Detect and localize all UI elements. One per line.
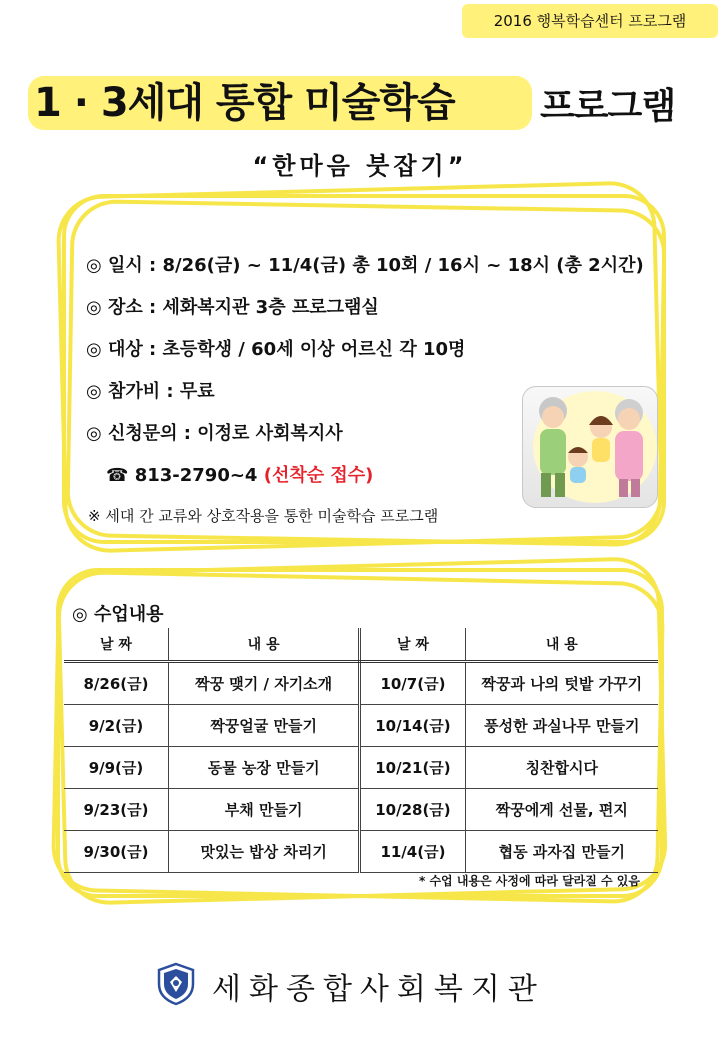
session-date: 10/7(금) bbox=[360, 662, 465, 705]
session-date: 9/30(금) bbox=[64, 831, 168, 873]
table-row bbox=[64, 831, 658, 873]
session-content: 협동 과자집 만들기 bbox=[465, 831, 658, 873]
organization-name: 세화종합사회복지관 bbox=[212, 972, 545, 1007]
info-place: ◎ 장소 : 세화복지관 3층 프로그램실 bbox=[86, 297, 379, 318]
table-row bbox=[64, 747, 658, 789]
phone-number: 813-2790~4 bbox=[134, 465, 258, 486]
session-date: 9/9(금) bbox=[64, 747, 168, 789]
session-date: 9/23(금) bbox=[64, 789, 168, 831]
header-date-right: 날 짜 bbox=[360, 628, 465, 662]
table-row bbox=[64, 662, 658, 705]
info-note: ※ 세대 간 교류와 상호작용을 통한 미술학습 프로그램 bbox=[88, 507, 439, 525]
page-subtitle: “한마음 붓잡기” bbox=[252, 152, 468, 180]
header-content-right: 내 용 bbox=[465, 628, 658, 662]
header-content-left: 내 용 bbox=[168, 628, 359, 662]
session-date: 10/14(금) bbox=[360, 705, 465, 747]
session-content: 칭찬합시다 bbox=[465, 747, 658, 789]
table-header-row bbox=[64, 628, 658, 662]
session-date: 10/28(금) bbox=[360, 789, 465, 831]
session-content: 짝꿍얼굴 만들기 bbox=[168, 705, 359, 747]
session-content: 짝꿍 맺기 / 자기소개 bbox=[168, 662, 359, 705]
info-contact: ◎ 신청문의 : 이정로 사회복지사 bbox=[86, 423, 343, 444]
curriculum-title: ◎ 수업내용 bbox=[72, 604, 164, 625]
session-date: 10/21(금) bbox=[360, 747, 465, 789]
shield-logo-icon bbox=[156, 962, 196, 1006]
page-title: 1 · 3세대 통합 미술학습 bbox=[34, 80, 455, 126]
curriculum-footnote: * 수업 내용은 사정에 따라 달라질 수 있음 bbox=[419, 874, 640, 888]
grandparents-children-icon bbox=[522, 386, 658, 508]
session-content: 풍성한 과실나무 만들기 bbox=[465, 705, 658, 747]
table-row bbox=[64, 705, 658, 747]
info-fee: ◎ 참가비 : 무료 bbox=[86, 381, 215, 402]
title-row bbox=[0, 70, 720, 140]
session-date: 11/4(금) bbox=[360, 831, 465, 873]
header-date-left: 날 짜 bbox=[64, 628, 168, 662]
table-row bbox=[64, 789, 658, 831]
first-come-note: (선착순 접수) bbox=[263, 465, 374, 486]
page-title-suffix: 프로그램 bbox=[540, 86, 676, 127]
session-date: 8/26(금) bbox=[64, 662, 168, 705]
session-content: 짝꿍과 나의 텃밭 가꾸기 bbox=[465, 662, 658, 705]
program-year-badge: 2016 행복학습센터 프로그램 bbox=[462, 4, 718, 38]
curriculum-table bbox=[64, 628, 658, 873]
info-schedule: ◎ 일시 : 8/26(금) ~ 11/4(금) 총 10회 / 16시 ~ 18시 (총 2시간) bbox=[86, 255, 644, 276]
phone-icon: ☎ bbox=[106, 465, 129, 486]
session-content: 동물 농장 만들기 bbox=[168, 747, 359, 789]
session-date: 9/2(금) bbox=[64, 705, 168, 747]
session-content: 짝꿍에게 선물, 편지 bbox=[465, 789, 658, 831]
session-content: 맛있는 밥상 차리기 bbox=[168, 831, 359, 873]
info-target: ◎ 대상 : 초등학생 / 60세 이상 어르신 각 10명 bbox=[86, 339, 466, 360]
session-content: 부채 만들기 bbox=[168, 789, 359, 831]
